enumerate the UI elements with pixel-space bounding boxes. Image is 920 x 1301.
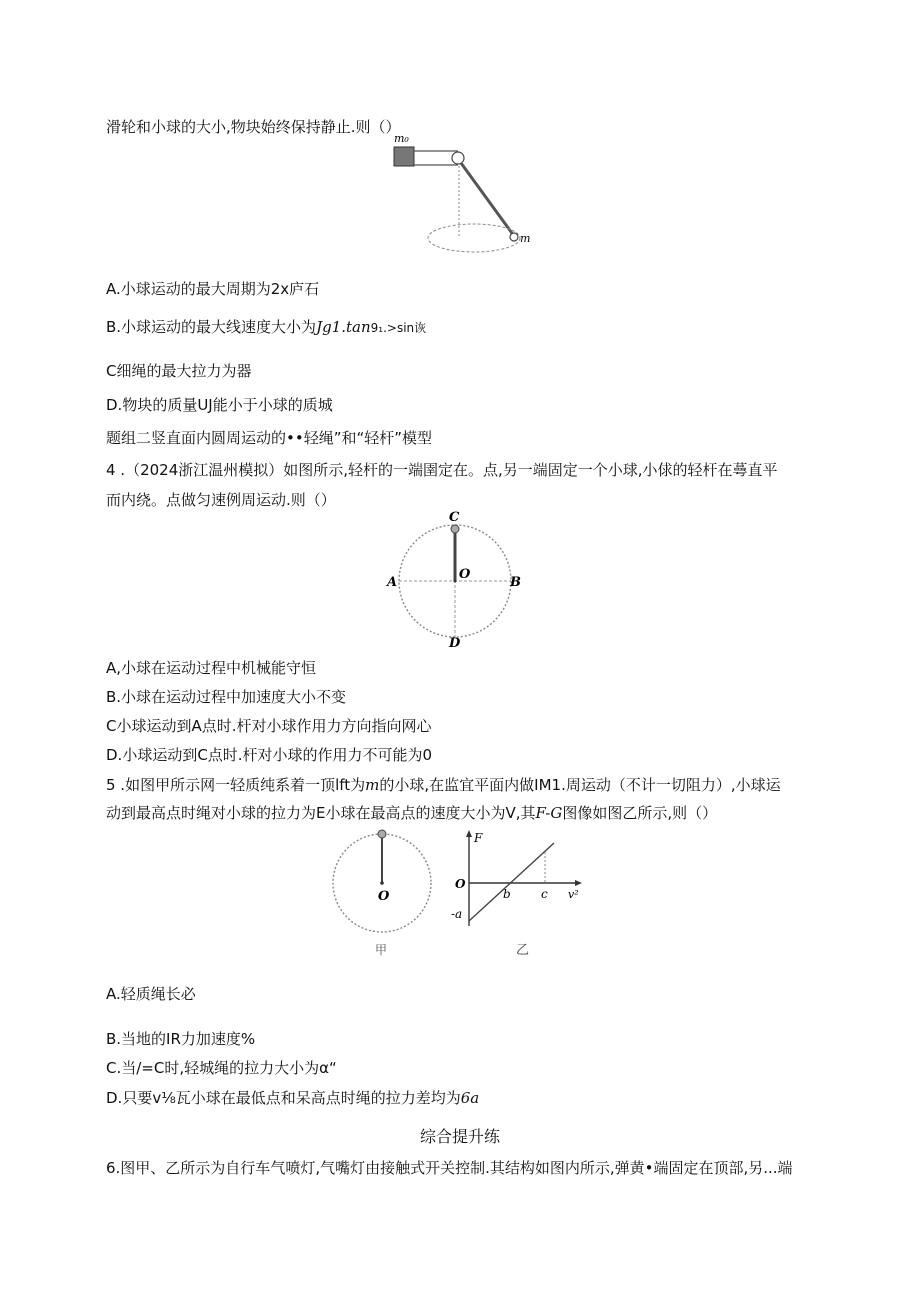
q3-option-a: A.小球运动的最大周期为2x庐石 [106,280,320,298]
q3-option-c: C细绳的最大拉力为器 [106,362,252,380]
q5-graph-symbol: F-G [535,804,563,822]
q5-option-d [106,1088,479,1108]
graph-b-label: b [503,887,511,901]
graph-c-label: c [541,887,548,901]
q3-option-b-text: B.小球运动的最大线速度大小为 [106,318,317,336]
q4-option-b: B.小球在运动过程中加速度大小不变 [106,688,347,706]
ball-at-c [451,525,459,533]
q3-option-b [106,317,426,338]
q4-option-a: A,小球在运动过程中机械能守恒 [106,659,317,677]
q5-stem-line2-tail: 图像如图乙所示,则（） [562,804,718,822]
q4-stem-line2: 而内绕。点做匀速例周运动.则（） [106,491,336,509]
q5-stem-line1-text: 5 .如图甲所示网一轻质纯系着一顶lft为 [106,776,366,794]
q3-option-b-tail: 9₁.>sin诙 [370,321,427,335]
q5-mass-symbol: m [365,776,380,794]
point-b-label: B [510,575,521,590]
block-m0 [394,147,414,166]
graph-f-label: F [474,831,483,845]
ball-m [510,233,518,241]
fig-label-m0: m₀ [394,132,409,145]
q4-option-c: C小球运动到A点时.杆对小球作用力方向指向网心 [106,717,432,735]
orbit-ellipse [428,224,520,252]
point-o-label: O [459,567,471,582]
fig-label-m: m [520,232,531,245]
q5-stem-line2-text: 动到最高点时绳对小球的拉力为E小球在最高点的速度大小为V,其 [106,804,536,822]
conical-pendulum-figure [386,130,536,260]
q5-option-d-text: D.只要v⅛瓦小球在最低点和呆高点时绳的拉力差均为 [106,1089,461,1107]
q5-stem-line1-tail: 的小球,在监宜平面内做IM1.周运动（不计一切阻力）,小球运 [379,776,781,794]
f-v2-graph [450,826,590,961]
rope-circle-figure [326,826,438,961]
graph-line [469,843,554,921]
ball-top [378,830,386,838]
point-d-label: D [449,636,461,651]
q5-option-a: A.轻质绳长必 [106,985,196,1003]
q5-option-c: C.当/=C时,轻城绳的拉力大小为α“ [106,1059,337,1077]
q5-stem-line1 [106,775,781,795]
fig-jia-caption: 甲 [375,943,388,957]
point-a-label: A [387,575,398,590]
group-title: 题组二竖直面内圆周运动的••轻绳”和“轻杆”模型 [106,429,433,447]
q6-stem-line1: 6.图甲、乙所示为自行车气喷灯,气嘴灯由接触式开关控制.其结构如图内所示,弹黄•端固定在顶部,另...端 [106,1159,793,1177]
q4-option-d: D.小球运动到C点时.杆对小球的作用力不可能为0 [106,746,433,764]
section-title: 综合提升练 [419,1127,500,1146]
q5-option-b: B.当地的IR力加速度% [106,1030,256,1048]
fig-jia-o-label: O [378,889,390,904]
graph-v2-label: v² [568,888,579,901]
graph-minus-a-label: -a [451,907,463,921]
q4-stem-line1: 4 .（2024浙江温州模拟）如图所示,轻杆的一端圉定在。点,另一端固定一个小球,小俅的轻杆在蕚直平 [106,461,778,479]
q3-option-d: D.物块的质量UJ能小于小球的质城 [106,396,333,414]
fig-yi-caption: 乙 [516,943,530,958]
q5-option-d-formula: 6a [460,1089,480,1107]
q5-stem-line2 [106,803,717,823]
rod-circle-figure [386,508,526,653]
q3-stem-tail: 滑轮和小球的大小,物块始终保持静止.则（） [106,118,401,136]
q3-option-b-formula: Jg1.tan [316,318,371,336]
graph-o-label: O [455,877,466,891]
point-c-label: C [449,510,460,525]
